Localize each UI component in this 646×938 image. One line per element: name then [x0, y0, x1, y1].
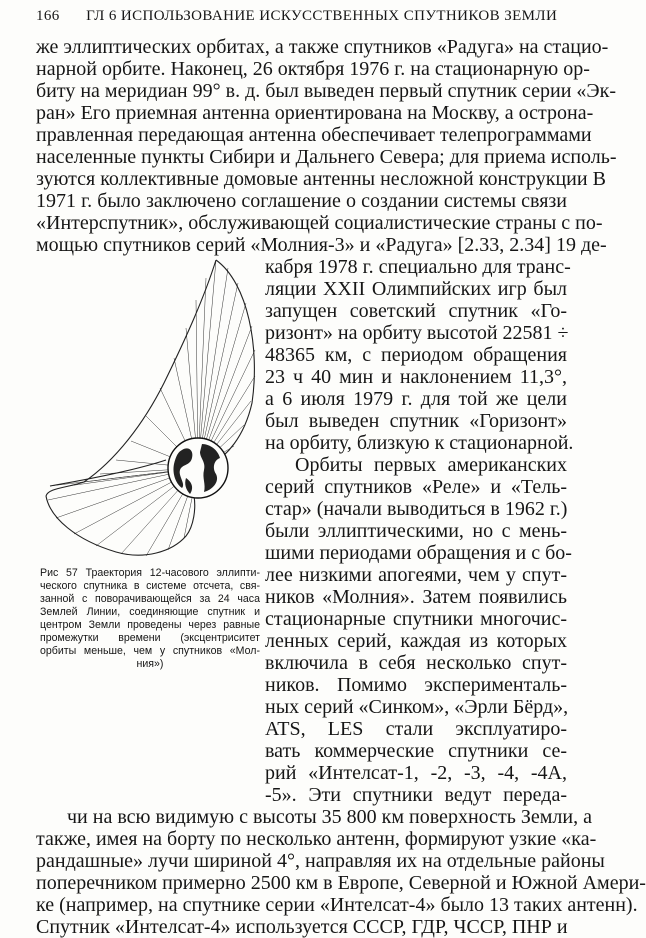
- text-line: а 6 июля 1979 г. для той же цели: [265, 388, 567, 410]
- earth-globe-icon: [168, 438, 228, 498]
- text-line: лее низкими апогеями, чем у спут-: [265, 564, 567, 586]
- text-line: ран» Его приемная антенна ориентирована на Москву, а остронa-: [36, 102, 594, 124]
- text-line: запущен советский спутник «Го-: [265, 300, 567, 322]
- text-line: стар» (начали выводиться в 1962 г.): [265, 498, 568, 520]
- text-line: шими периодами обращения и с бо-: [265, 542, 572, 564]
- trajectory-figure: [36, 238, 258, 574]
- text-line: также, имея на борту по несколько антенн, формируют узкие «ка-: [36, 828, 597, 850]
- text-line: ников «Молния». Затем появились: [265, 586, 567, 608]
- text-line: был выведен спутник «Горизонт»: [265, 410, 567, 432]
- text-line: -5». Эти спутники ведут переда-: [265, 784, 567, 806]
- text-line: ляции XXII Олимпийских игр был: [265, 278, 567, 300]
- text-line: Орбиты первых американских: [295, 454, 567, 476]
- figure-caption: [40, 567, 260, 671]
- text-line: ATS, LES стали эксплуатиро-: [265, 718, 567, 740]
- text-line: кабря 1978 г. специально для транс-: [265, 256, 571, 278]
- trajectory-curves: [46, 260, 254, 555]
- radial-lines: [48, 260, 255, 556]
- text-line: 1971 г. было заключено соглашение о создании системы связи: [36, 190, 567, 212]
- text-line: на орбиту, близкую к стационарной.: [265, 432, 574, 454]
- running-header: [36, 8, 566, 30]
- text-line: серий спутников «Реле» и «Тель-: [265, 476, 567, 498]
- text-line: «Интерспутник», обслуживающей социалистические страны с по-: [36, 212, 603, 234]
- text-line: нарной орбите. Наконец, 26 октября 1976 г. на стационарную ор-: [36, 58, 590, 80]
- caption-line: ческого спутника в системе отсчета, свя-: [40, 580, 260, 592]
- caption-line: Рис 57 Траектория 12-часового эллипти-: [40, 567, 260, 579]
- text-line: зуются коллективные домовые антенны несложной конструкции В: [36, 168, 606, 190]
- text-line: стационарные спутники многочис-: [265, 608, 567, 630]
- text-line: ных серий «Синком», «Эрли Бёрд»,: [265, 696, 569, 718]
- text-line: 48365 км, с периодом обращения: [265, 344, 567, 366]
- text-line: чи на всю видимую с высоты 35 800 км поверхность Земли, а: [67, 806, 592, 828]
- text-line: биту на меридиан 99° в. д. был выведен первый спутник серии «Эк-: [36, 80, 617, 102]
- text-line: были эллиптическими, но с мень-: [265, 520, 567, 542]
- text-line: рандашные» лучи шириной 4°, направляя их на отдельные районы: [36, 850, 605, 872]
- text-line: поперечником примерно 2500 км в Европе, Северной и Южной Амери-: [36, 872, 646, 894]
- text-line: рий «Интелсат-1, -2, -3, -4, -4А,: [265, 762, 567, 784]
- text-line: же эллиптических орбитах, а также спутников «Радуга» на стацио-: [36, 36, 609, 58]
- text-line: ников. Помимо экспериментaль-: [265, 674, 567, 696]
- text-line: ризонт» на орбиту высотой 22581 ÷: [265, 322, 569, 344]
- text-line: вать коммерческие спутники се-: [265, 740, 567, 762]
- running-title: ГЛ 6 ИСПОЛЬЗОВАНИЕ ИСКУССТВЕННЫХ СПУТНИКОВ ЗЕМЛИ: [86, 8, 558, 24]
- caption-line: Землей Линии, соединяющие спутник и: [40, 606, 260, 618]
- caption-line: центром Земли проведены через равные: [40, 619, 260, 631]
- caption-line: занной с поворачивающейся за 24 часа: [40, 593, 260, 605]
- caption-line: орбиты меньше, чем у спутников «Мол-: [40, 645, 260, 657]
- text-line: Спутник «Интелсат-4» используется СССР, ГДР, ЧССР, ПНР и: [36, 916, 568, 938]
- page-number: 166: [36, 8, 60, 24]
- text-line: 23 ч 40 мин и наклонением 11,3°,: [265, 366, 567, 388]
- text-line: правленная передающая антенна обеспечивает телепрограммами: [36, 124, 592, 146]
- text-line: мощью спутников серий «Молния-3» и «Радуга» [2.33, 2.34] 19 де-: [36, 234, 607, 256]
- text-line: включила в себя несколько спут-: [265, 652, 567, 674]
- caption-line: ния»): [136, 658, 164, 670]
- caption-line: промежутки времени (эксцентриситет: [40, 632, 260, 644]
- text-line: ке (например, на спутнике серии «Интелсат-4» было 13 таких антенн).: [36, 894, 638, 916]
- text-line: ленных серий, каждая из которых: [265, 630, 567, 652]
- text-line: населенные пункты Сибири и Дальнего Севера; для приема исполь-: [36, 146, 617, 168]
